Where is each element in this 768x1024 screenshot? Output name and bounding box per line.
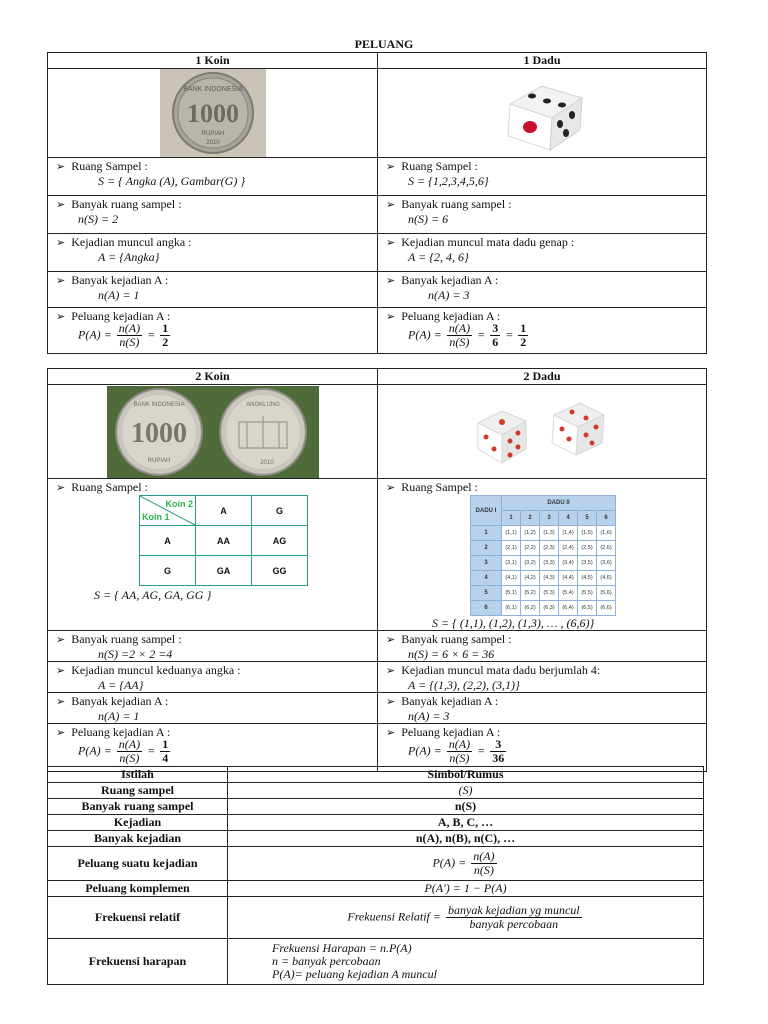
label: ➢ Banyak kejadian A : (56, 273, 377, 288)
grid-col-header: G (252, 496, 308, 526)
coin-left-top: BANK INDONESIA (132, 401, 185, 408)
header-2-dadu: 2 Dadu (378, 369, 707, 385)
one-die-sample-space (378, 158, 707, 196)
two-coins-event (48, 662, 378, 693)
one-coin-event (48, 234, 378, 272)
dice-cell: (6,2) (521, 601, 540, 616)
label: ➢ Banyak kejadian A : (386, 694, 706, 709)
coin-left-value: 1000 (130, 417, 187, 449)
two-coins-image-cell (48, 385, 378, 479)
formula: A = {2, 4, 6} (408, 250, 469, 264)
relatif-den: banyak percobaan (469, 917, 559, 931)
coin-right-year: 2010 (259, 459, 274, 466)
label: ➢ Banyak ruang sampel : (56, 197, 377, 212)
one-coin-sample-space (48, 158, 378, 196)
label: ➢ Peluang kejadian A : (386, 725, 706, 740)
harapan-line: n = banyak percobaan (272, 954, 381, 968)
label: ➢ Banyak ruang sampel : (386, 197, 706, 212)
dice-cell: (3,3) (540, 556, 559, 571)
one-die-sample-count (378, 196, 707, 234)
grid-cell: AG (252, 526, 308, 556)
result-den: 2 (162, 335, 169, 349)
formula: n(A) = 3 (408, 709, 450, 723)
dice-sample-grid (470, 495, 616, 616)
formula: S = { Angka (A), Gambar(G) } (98, 174, 246, 188)
symbol: n(S) (228, 799, 704, 815)
dice-cell: (4,3) (540, 571, 559, 586)
grid-row-header: G (140, 556, 196, 586)
term: Kejadian (48, 815, 228, 831)
dice-cell: (2,2) (521, 541, 540, 556)
label: ➢ Kejadian muncul mata dadu genap : (386, 235, 706, 250)
dice-cell: (4,4) (559, 571, 578, 586)
dice-cell: (3,1) (502, 556, 521, 571)
symbol: n(A), n(B), n(C), … (228, 831, 704, 847)
harapan-line: P(A)= peluang kejadian A muncul (272, 967, 437, 981)
grid-corner (140, 496, 196, 526)
dice-row-header: 2 (471, 541, 502, 556)
grid-cell: GA (196, 556, 252, 586)
formula: n(S) = 2 (78, 212, 119, 226)
table-one-coin-one-die (47, 52, 707, 354)
frac-num: n(A) (448, 737, 471, 751)
coin-sample-grid-wrap (139, 495, 377, 586)
dice-cell: (6,6) (597, 601, 616, 616)
result-num: 3 (492, 321, 499, 335)
term: Peluang komplemen (48, 881, 228, 897)
dice-cell: (2,3) (540, 541, 559, 556)
dice-sample-grid-wrap (470, 495, 706, 616)
dice-cell: (3,5) (578, 556, 597, 571)
result-num: 1 (520, 321, 527, 335)
label: ➢ Ruang Sampel : (56, 480, 377, 495)
coin-sample-grid (139, 495, 308, 586)
dice-row-header: 6 (471, 601, 502, 616)
one-die-event (378, 234, 707, 272)
frac-den: n(S) (119, 751, 140, 765)
result-num: 1 (162, 321, 169, 335)
term: Ruang sampel (48, 783, 228, 799)
dice-col-header: 1 (502, 511, 521, 526)
two-coins-image (107, 386, 319, 478)
equals: = (477, 743, 486, 758)
formula: A = {AA} (98, 678, 144, 692)
formula: n(A) = 1 (98, 709, 140, 723)
pa: P(A) = (432, 855, 467, 870)
frac-num: n(A) (118, 737, 141, 751)
term: Peluang suatu kejadian (48, 847, 228, 881)
summary-table (47, 766, 704, 985)
die-image-cell (378, 69, 707, 158)
formula: n(S) = 6 (408, 212, 449, 226)
label: ➢ Banyak ruang sampel : (386, 632, 706, 647)
pa: P(A) = (78, 743, 112, 758)
pa: P(A) = (408, 743, 442, 758)
pa: P(A) = (408, 327, 442, 342)
coin-1000-image (160, 69, 266, 157)
dice-sample-formula: S = { (1,1), (1,2), (1,3), … , (6,6)} (432, 616, 595, 630)
one-coin-sample-count (48, 196, 378, 234)
dice-cell: (1,3) (540, 526, 559, 541)
dice-col-header: 3 (540, 511, 559, 526)
result-den: 6 (492, 335, 499, 349)
peluang-formula (228, 847, 704, 881)
dice-cell: (4,1) (502, 571, 521, 586)
pa: P(A) = (78, 327, 112, 342)
label: ➢ Ruang Sampel : (386, 159, 706, 174)
dice-cell: (5,4) (559, 586, 578, 601)
frac-den: n(S) (119, 335, 140, 349)
coin-right-top: ANGKLUNG (245, 401, 280, 408)
probability-formula (386, 322, 706, 349)
grid-cell: GG (252, 556, 308, 586)
label: ➢ Peluang kejadian A : (56, 725, 377, 740)
formula: n(S) =2 × 2 =4 (98, 647, 173, 661)
dice-cell: (3,6) (597, 556, 616, 571)
symbol: A, B, C, … (228, 815, 704, 831)
dice-cell: (6,4) (559, 601, 578, 616)
equals: = (505, 327, 514, 342)
dice-cell: (1,6) (597, 526, 616, 541)
header-1-dadu: 1 Dadu (378, 53, 707, 69)
dice-cell: (6,1) (502, 601, 521, 616)
probability-formula (56, 738, 377, 765)
two-coins-sample-space (48, 479, 378, 631)
term: Frekuensi harapan (48, 939, 228, 985)
coin-bottom-text: RUPIAH (201, 131, 224, 137)
dice-cell: (6,5) (578, 601, 597, 616)
coin-sample-formula: S = { AA, AG, GA, GG } (94, 588, 212, 602)
corner-bottom-label: Koin 1 (142, 512, 170, 522)
grid-cell: AA (196, 526, 252, 556)
two-dice-sample-space (378, 479, 707, 631)
two-coins-event-count (48, 693, 378, 724)
komplemen-formula: P(A′) = 1 − P(A) (228, 881, 704, 897)
header-istilah: Istilah (48, 767, 228, 783)
header-2-koin: 2 Koin (48, 369, 378, 385)
label: ➢ Kejadian muncul keduanya angka : (56, 663, 377, 678)
dice-cell: (2,6) (597, 541, 616, 556)
dice-corner: DADU I (471, 496, 502, 526)
dice-col-header: 2 (521, 511, 540, 526)
frac-den: n(S) (449, 751, 470, 765)
label: ➢ Banyak kejadian A : (386, 273, 706, 288)
coin-image-cell (48, 69, 378, 158)
label: ➢ Banyak kejadian A : (56, 694, 377, 709)
formula: A = {Angka} (98, 250, 160, 264)
coin-top-text: BANK INDONESIA (182, 86, 243, 93)
dice-cell: (1,1) (502, 526, 521, 541)
two-coins-probability (48, 724, 378, 772)
term: Frekuensi relatif (48, 897, 228, 939)
table-two-coins-two-dice (47, 368, 707, 772)
dice-cell: (5,2) (521, 586, 540, 601)
two-coins-sample-count (48, 631, 378, 662)
dice-col-header: 4 (559, 511, 578, 526)
symbol: (S) (228, 783, 704, 799)
die-image (492, 74, 592, 152)
one-coin-event-count (48, 272, 378, 308)
dice-top-header: DADU II (502, 496, 616, 511)
dice-cell: (5,6) (597, 586, 616, 601)
dice-row-header: 4 (471, 571, 502, 586)
equals: = (147, 743, 156, 758)
equals: = (147, 327, 156, 342)
two-dice-sample-count (378, 631, 707, 662)
term: Banyak kejadian (48, 831, 228, 847)
two-dice-image (472, 397, 612, 467)
grid-col-header: A (196, 496, 252, 526)
dice-cell: (4,6) (597, 571, 616, 586)
result-den: 4 (162, 751, 169, 765)
coin-year-text: 2010 (205, 140, 220, 146)
label: ➢ Peluang kejadian A : (56, 309, 377, 324)
term: Banyak ruang sampel (48, 799, 228, 815)
frac-num: n(A) (118, 321, 141, 335)
label: ➢ Kejadian muncul angka : (56, 235, 377, 250)
header-simbol: Simbol/Rumus (228, 767, 704, 783)
relatif-num: banyak kejadian yg muncul (448, 903, 580, 917)
dice-cell: (6,3) (540, 601, 559, 616)
page-title: PELUANG (354, 37, 414, 51)
relatif-lhs: Frekuensi Relatif = (347, 909, 441, 924)
two-dice-probability (378, 724, 707, 772)
harapan-formula (228, 939, 704, 985)
result-den: 2 (520, 335, 527, 349)
dice-cell: (5,3) (540, 586, 559, 601)
one-die-event-count (378, 272, 707, 308)
probability-formula (386, 738, 706, 765)
dice-cell: (5,5) (578, 586, 597, 601)
grid-row-header: A (140, 526, 196, 556)
dice-cell: (5,1) (502, 586, 521, 601)
formula: n(S) = 6 × 6 = 36 (408, 647, 495, 661)
label: ➢ Peluang kejadian A : (386, 309, 706, 324)
two-dice-image-cell (378, 385, 707, 479)
coin-left-bottom: RUPIAH (147, 457, 170, 464)
formula: S = {1,2,3,4,5,6} (408, 174, 489, 188)
dice-col-header: 5 (578, 511, 597, 526)
dice-cell: (1,5) (578, 526, 597, 541)
dice-cell: (4,5) (578, 571, 597, 586)
one-die-probability (378, 308, 707, 354)
dice-row-header: 1 (471, 526, 502, 541)
probability-formula (56, 322, 377, 349)
label: ➢ Ruang Sampel : (56, 159, 377, 174)
dice-cell: (4,2) (521, 571, 540, 586)
frac-num: n(A) (448, 321, 471, 335)
two-dice-event (378, 662, 707, 693)
dice-row-header: 3 (471, 556, 502, 571)
frac-den: n(S) (449, 335, 470, 349)
harapan-line: Frekuensi Harapan = n.P(A) (272, 941, 412, 955)
coin-value-text: 1000 (186, 99, 239, 128)
dice-cell: (2,4) (559, 541, 578, 556)
formula: n(A) = 3 (428, 288, 470, 302)
formula: n(A) = 1 (98, 288, 140, 302)
result-num: 1 (162, 737, 169, 751)
one-coin-probability (48, 308, 378, 354)
dice-row-header: 5 (471, 586, 502, 601)
relatif-formula (228, 897, 704, 939)
header-1-koin: 1 Koin (48, 53, 378, 69)
dice-cell: (3,2) (521, 556, 540, 571)
label: ➢ Ruang Sampel : (386, 480, 706, 495)
dice-cell: (1,4) (559, 526, 578, 541)
formula: A = {(1,3), (2,2), (3,1)} (408, 678, 520, 692)
dice-cell: (3,4) (559, 556, 578, 571)
result-den: 36 (492, 751, 505, 765)
frac-den: n(S) (473, 863, 494, 877)
equals: = (477, 327, 486, 342)
frac-num: n(A) (473, 849, 495, 863)
dice-cell: (1,2) (521, 526, 540, 541)
dice-cell: (2,1) (502, 541, 521, 556)
label: ➢ Kejadian muncul mata dadu berjumlah 4: (386, 663, 706, 678)
label: ➢ Banyak ruang sampel : (56, 632, 377, 647)
result-num: 3 (490, 738, 506, 752)
dice-col-header: 6 (597, 511, 616, 526)
two-dice-event-count (378, 693, 707, 724)
dice-cell: (2,5) (578, 541, 597, 556)
corner-top-label: Koin 2 (165, 499, 193, 509)
